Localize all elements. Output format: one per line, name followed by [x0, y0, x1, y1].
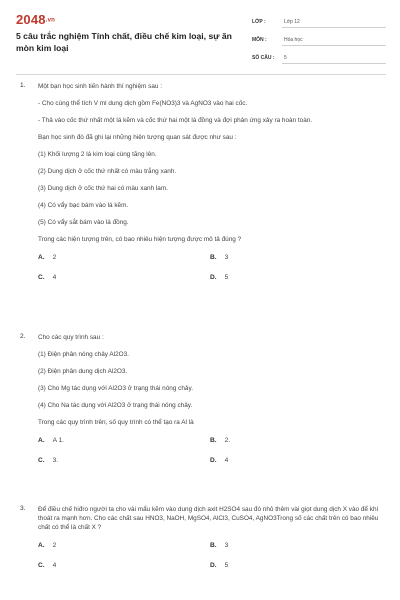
question-text: (4) Có vẩy bạc bám vào lá kẽm.: [38, 202, 129, 209]
question-text: - Cho cùng thể tích V ml dung dịch gồm Fe(NO3)3 và AgNO3 vào hai cốc.: [38, 100, 248, 107]
header-divider: [16, 74, 386, 75]
answer-option-b[interactable]: [210, 542, 228, 549]
answer-text: 5: [224, 274, 229, 281]
answer-text: 3: [224, 254, 229, 261]
document-header: [16, 12, 386, 70]
answer-option-a[interactable]: [38, 437, 64, 444]
answer-option-d[interactable]: [210, 457, 228, 464]
document-meta: [252, 16, 386, 70]
meta-label: SỐ CÂU :: [252, 55, 275, 61]
meta-label: LỚP :: [252, 19, 266, 25]
meta-value: Hóa học: [282, 35, 386, 46]
question-text: Bạn học sinh đó đã ghi lại những hiện tượng quan sát được như sau :: [38, 134, 237, 141]
question-text: (1) Điện phân nóng chảy Al2O3.: [38, 351, 129, 358]
question-text: (5) Có vẩy sắt bám vào lá đồng.: [38, 219, 129, 226]
question-text: Một bạn học sinh tiến hành thí nghiệm sau :: [38, 83, 162, 90]
answer-option-c[interactable]: [38, 562, 56, 569]
question-text: Trong các quy trình trên, số quy trình có thể tạo ra Al là: [38, 419, 194, 426]
answer-letter: D.: [210, 457, 217, 464]
question-number: 3.: [20, 505, 26, 512]
answer-text: 2: [52, 542, 57, 549]
meta-row-subject: [252, 34, 386, 46]
question-body: [38, 82, 384, 296]
meta-row-class: [252, 16, 386, 28]
answer-option-c[interactable]: [38, 457, 58, 464]
document-title: 5 câu trắc nghiệm Tính chất, điều chế kim loại, sự ăn mòn kim loại: [16, 31, 232, 53]
question-text: (2) Dung dịch ở cốc thứ nhất có màu trắng xanh.: [38, 168, 177, 175]
answer-text: A 1.: [52, 437, 64, 444]
answer-letter: D.: [210, 274, 217, 281]
answer-options: [38, 540, 384, 584]
answer-letter: B.: [210, 542, 217, 549]
answer-letter: C.: [38, 562, 45, 569]
meta-value: Lớp 12: [282, 17, 386, 28]
question-text: - Thả vào cốc thứ nhất một lá kẽm và cốc thứ hai một lá đồng và đợi phản ứng xảy ra hoàn toàn.: [38, 117, 313, 124]
logo-text: 2048: [16, 12, 46, 27]
answer-letter: C.: [38, 274, 45, 281]
answer-option-b[interactable]: [210, 254, 228, 261]
question-text: Cho các quy trình sau :: [38, 334, 104, 341]
answer-option-d[interactable]: [210, 562, 228, 569]
question-number: 1.: [20, 82, 26, 89]
question-text: Trong các hiện tượng trên, có bao nhiêu hiện tượng được mô tả đúng ?: [38, 236, 242, 243]
answer-letter: D.: [210, 562, 217, 569]
answer-option-a[interactable]: [38, 254, 56, 261]
answer-option-a[interactable]: [38, 542, 56, 549]
answer-text: 5: [224, 562, 229, 569]
answer-options: [38, 252, 384, 296]
answer-option-c[interactable]: [38, 274, 56, 281]
site-logo[interactable]: [16, 12, 55, 27]
question-text: (1) Khối lượng 2 lá kim loại cùng tăng lên.: [38, 151, 157, 158]
answer-letter: A.: [38, 254, 45, 261]
answer-text: 4: [52, 274, 57, 281]
answer-letter: C.: [38, 457, 45, 464]
logo-domain: .vn: [45, 17, 56, 24]
question-number: 2.: [20, 333, 26, 340]
answer-text: 4: [52, 562, 57, 569]
question-text: (4) Cho Na tác dụng với Al2O3 ở trạng thái nóng chảy.: [38, 402, 193, 409]
answer-letter: A.: [38, 437, 45, 444]
meta-value: 5: [282, 53, 386, 64]
answer-text: 4: [224, 457, 229, 464]
answer-text: 2.: [224, 437, 231, 444]
answer-option-b[interactable]: [210, 437, 230, 444]
question-text: (3) Dung dịch ở cốc thứ hai có màu xanh lam.: [38, 185, 168, 192]
answer-option-d[interactable]: [210, 274, 228, 281]
meta-label: MÔN :: [252, 37, 267, 43]
answer-text: 3.: [52, 457, 59, 464]
question-body: [38, 505, 384, 584]
meta-row-count: [252, 52, 386, 64]
answer-letter: B.: [210, 437, 217, 444]
question-text: Để điều chế hiđro người ta cho vài mẩu kẽm vào dung dịch axit H2SO4 sau đó nhỏ thêm vài giọt dung dịch X vào để khí thoát ra mạnh hơn. Cho các chất sau HNO3, NaOH, MgSO4, AlCl3, CuSO4, AgNO3Trong số các chất trên có bao nhiêu chất có thể là chất X ?: [38, 506, 379, 531]
answer-options: [38, 435, 384, 479]
answer-letter: B.: [210, 254, 217, 261]
question-text: (3) Cho Mg tác dụng với Al2O3 ở trạng thái nóng chảy.: [38, 385, 193, 392]
answer-letter: A.: [38, 542, 45, 549]
answer-text: 2: [52, 254, 57, 261]
question-text: (2) Điện phân dung dịch Al2O3.: [38, 368, 128, 375]
question-body: [38, 333, 384, 479]
answer-text: 3: [224, 542, 229, 549]
